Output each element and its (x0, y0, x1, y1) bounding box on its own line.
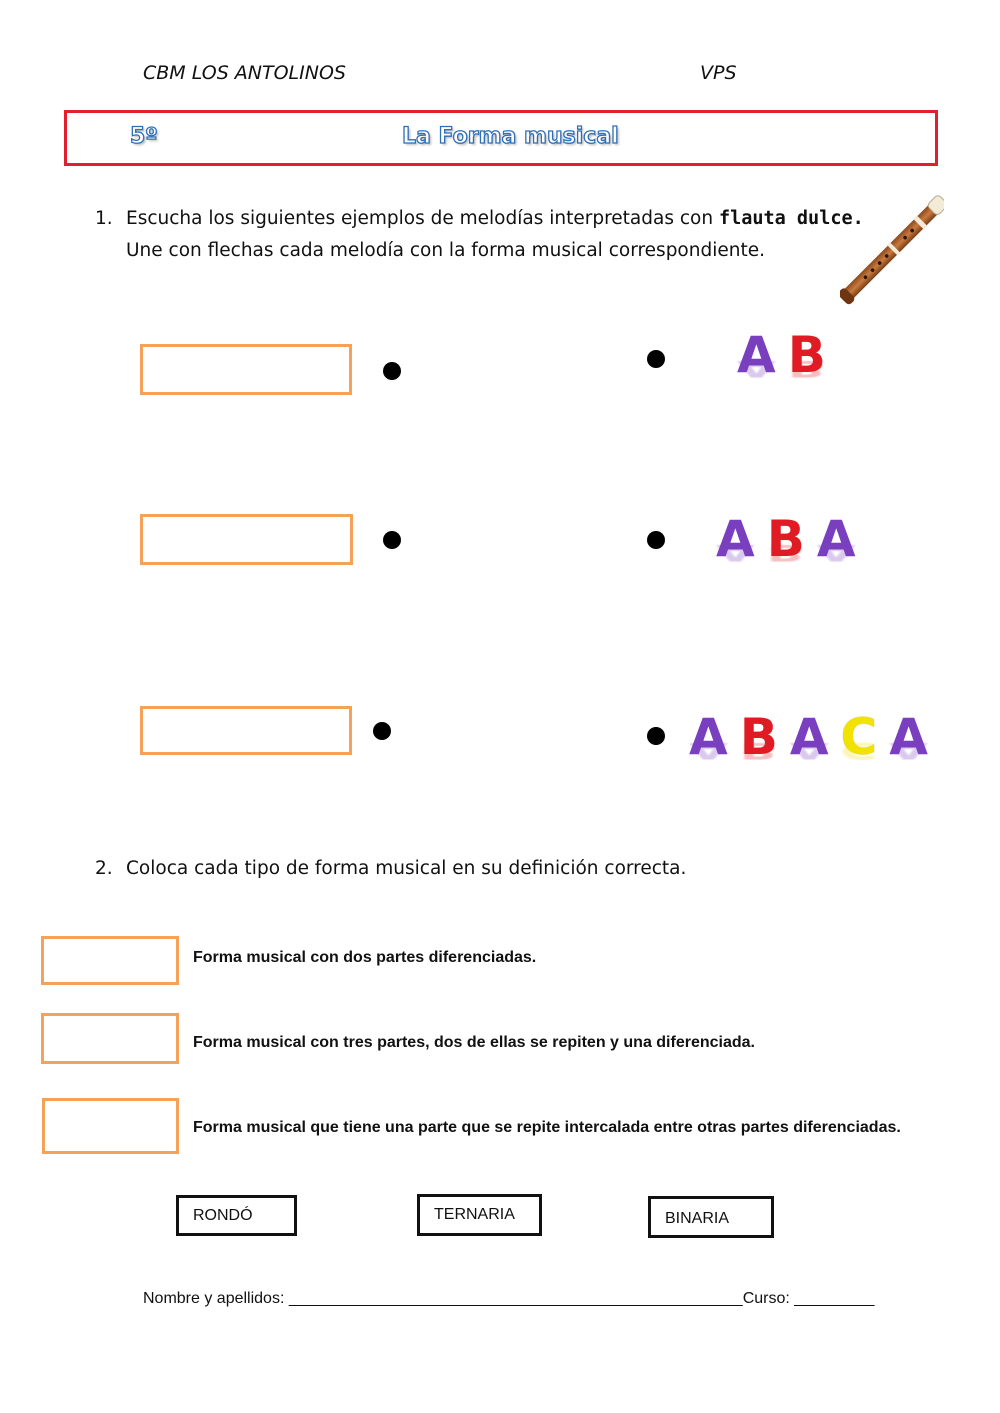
melody-box-1[interactable] (140, 344, 352, 395)
form-letter: A A (716, 514, 755, 564)
recorder-icon (840, 188, 944, 312)
form-ab (737, 326, 826, 384)
left-dot-1[interactable] (383, 362, 401, 380)
q2-text: Coloca cada tipo de forma musical en su definición correcta. (126, 858, 687, 879)
left-dot-3[interactable] (373, 722, 391, 740)
left-dot-2[interactable] (383, 531, 401, 549)
option-rondo[interactable]: RONDÓ (176, 1195, 297, 1236)
form-letter: A A (889, 712, 928, 762)
form-letter: C C (841, 712, 878, 762)
right-dot-2[interactable] (647, 531, 665, 549)
course-label: Curso: (742, 1290, 790, 1307)
option-ternaria[interactable]: TERNARIA (417, 1194, 542, 1236)
footer (143, 1290, 874, 1308)
course-line[interactable]: _________ (794, 1290, 875, 1307)
option-binaria[interactable]: BINARIA (648, 1196, 774, 1238)
form-letter: B B (788, 330, 826, 380)
definition-3: Forma musical que tiene una parte que se repite intercalada entre otras partes diferenciadas. (193, 1119, 901, 1136)
melody-box-2[interactable] (140, 514, 353, 565)
q1-line1 (126, 208, 864, 229)
form-letter: A A (817, 514, 856, 564)
q2-number: 2. (95, 858, 113, 879)
definition-2: Forma musical con tres partes, dos de ellas se repiten y una diferenciada. (193, 1034, 755, 1051)
q1-line1-text: Escucha los siguientes ejemplos de melodías interpretadas con (126, 208, 714, 229)
teacher-initials: VPS (700, 62, 737, 84)
q1-line1-bold: flauta dulce. (718, 208, 864, 229)
grade-label: 5º (130, 124, 158, 149)
page-title: La Forma musical (402, 124, 619, 149)
name-line[interactable]: ___________________________________________________ (288, 1290, 743, 1307)
melody-box-3[interactable] (140, 706, 352, 755)
form-letter: A A (737, 330, 776, 380)
definition-box-1[interactable] (41, 936, 179, 985)
form-letter: B B (740, 712, 778, 762)
name-label: Nombre y apellidos: (143, 1290, 285, 1307)
form-abaca (689, 708, 928, 766)
q1-number: 1. (95, 208, 113, 229)
form-letter: B B (767, 514, 805, 564)
right-dot-1[interactable] (647, 350, 665, 368)
form-letter: A A (689, 712, 728, 762)
definition-box-2[interactable] (41, 1013, 179, 1064)
definition-box-3[interactable] (42, 1098, 179, 1154)
definition-1: Forma musical con dos partes diferenciadas. (193, 949, 537, 966)
right-dot-3[interactable] (647, 727, 665, 745)
form-aba (716, 510, 856, 568)
form-letter: A A (790, 712, 829, 762)
school-name: CBM LOS ANTOLINOS (143, 62, 346, 84)
q1-line2: Une con flechas cada melodía con la forma musical correspondiente. (126, 240, 765, 261)
